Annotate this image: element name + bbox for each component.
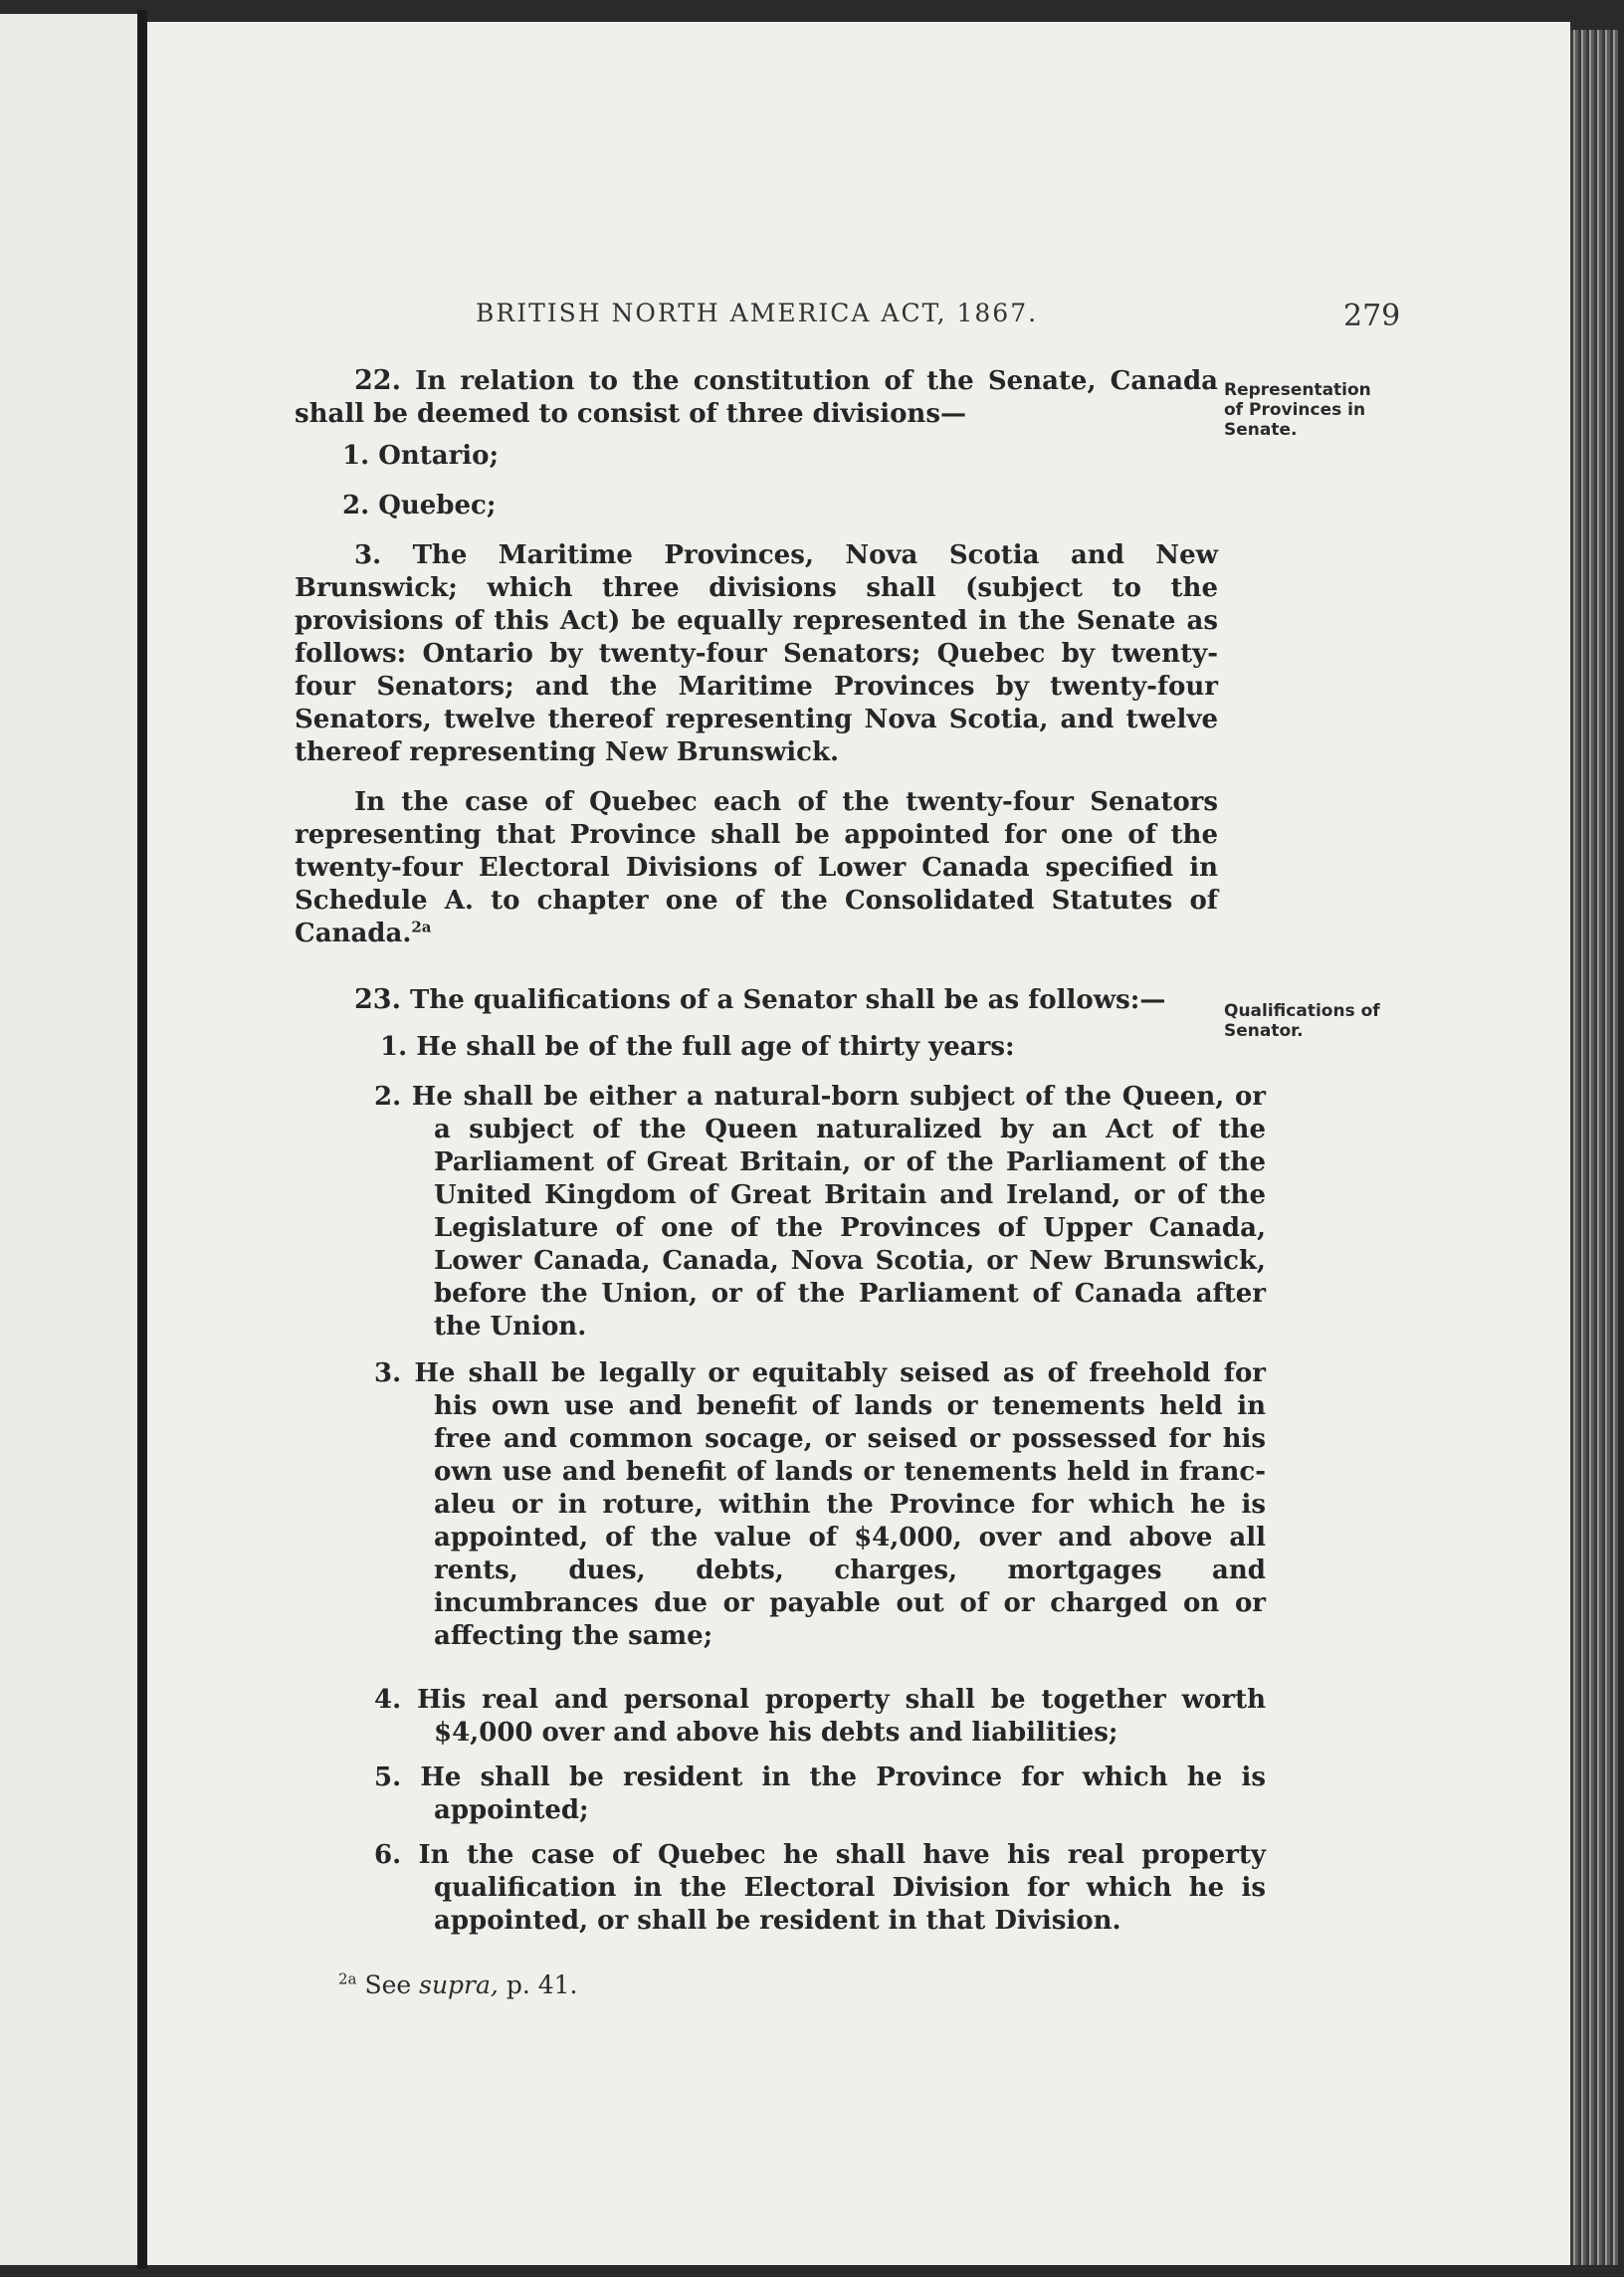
section-23-number: 23. bbox=[354, 984, 401, 1015]
footnote-marker: 2a bbox=[338, 1969, 357, 1988]
footnote-ref: 2a bbox=[411, 918, 432, 936]
footnote bbox=[338, 1970, 577, 1999]
section-22-item-3: 3. The Maritime Provinces, Nova Scotia and New Brunswick; which three divisions shall (subject to the provisions of this Act) be equally represented in the Senate as follows: Ontario by twenty-four Senators; Quebec by twenty-four Senators; and the Maritime Provinces by twenty-four Senators, twelve thereof representing Nova Scotia, and twelve thereof representing New Brunswick. bbox=[295, 540, 1218, 767]
footnote-supra: supra, bbox=[419, 1970, 499, 1999]
section-22-number: 22. bbox=[354, 365, 401, 396]
section-23-item-2: 2. He shall be either a natural-born subject of the Queen, or a subject of the Queen naturalized by an Act of the Parliament of Great Britain, or of the Parliament of the United Kingdom of Great Britain and Ireland, or of the Legislature of one of the Provinces of Upper Canada, Lower Canada, Canada, Nova Scotia, or New Brunswick, before the Union, or of the Parliament of Canada after the Union. bbox=[374, 1082, 1266, 1342]
margin-note-qualifications: Qualifications of Senator. bbox=[1224, 1001, 1380, 1041]
quebec-paragraph-text: In the case of Quebec each of the twenty-four Senators representing that Province shall be appointed for one of the twenty-four Electoral Divisions of Lower Canada specified in Schedule A. to chapter one of the Consolidated Statutes of Canada. bbox=[295, 787, 1218, 948]
section-22-text: In relation to the constitution of the Senate, Canada shall be deemed to consist of three divisions— bbox=[295, 366, 1219, 429]
section-22-intro bbox=[295, 364, 1218, 431]
quebec-paragraph bbox=[295, 786, 1218, 950]
section-23-item-4: 4. His real and personal property shall be together worth $4,000 over and above his debts and liabilities; bbox=[374, 1685, 1266, 1748]
section-23-item-5: 5. He shall be resident in the Province for which he is appointed; bbox=[374, 1762, 1266, 1825]
page-edges bbox=[1570, 30, 1618, 2265]
section-23-intro bbox=[295, 983, 1200, 1017]
running-title: BRITISH NORTH AMERICA ACT, 1867. bbox=[476, 299, 1039, 327]
margin-note-representation: Representation of Provinces in Senate. bbox=[1224, 380, 1371, 440]
section-23-item-1: 1. He shall be of the full age of thirty years: bbox=[380, 1032, 1015, 1062]
section-22-item-1: 1. Ontario; bbox=[342, 441, 500, 471]
book-gutter bbox=[137, 10, 147, 2269]
facing-page bbox=[0, 14, 137, 2265]
section-23-text: The qualifications of a Senator shall be as follows:— bbox=[410, 985, 1166, 1015]
section-23-item-6: 6. In the case of Quebec he shall have his real property qualification in the Electoral Division for which he is appointed, or shall be resident in that Division. bbox=[374, 1840, 1266, 1936]
footnote-page-ref: p. 41. bbox=[506, 1970, 578, 1999]
section-23-item-3: 3. He shall be legally or equitably seised as of freehold for his own use and benefit of lands or tenements held in free and common socage, or seised or possessed for his own use and benefit of lands or tenements held in franc-aleu or in roture, within the Province for which he is appointed, of the value of $4,000, over and above all rents, dues, debts, charges, mortgages and incumbrances due or payable out of or charged on or affecting the same; bbox=[374, 1358, 1266, 1651]
footnote-see: See bbox=[364, 1970, 412, 1999]
section-22-item-2: 2. Quebec; bbox=[342, 491, 497, 520]
page-number: 279 bbox=[1343, 299, 1401, 333]
